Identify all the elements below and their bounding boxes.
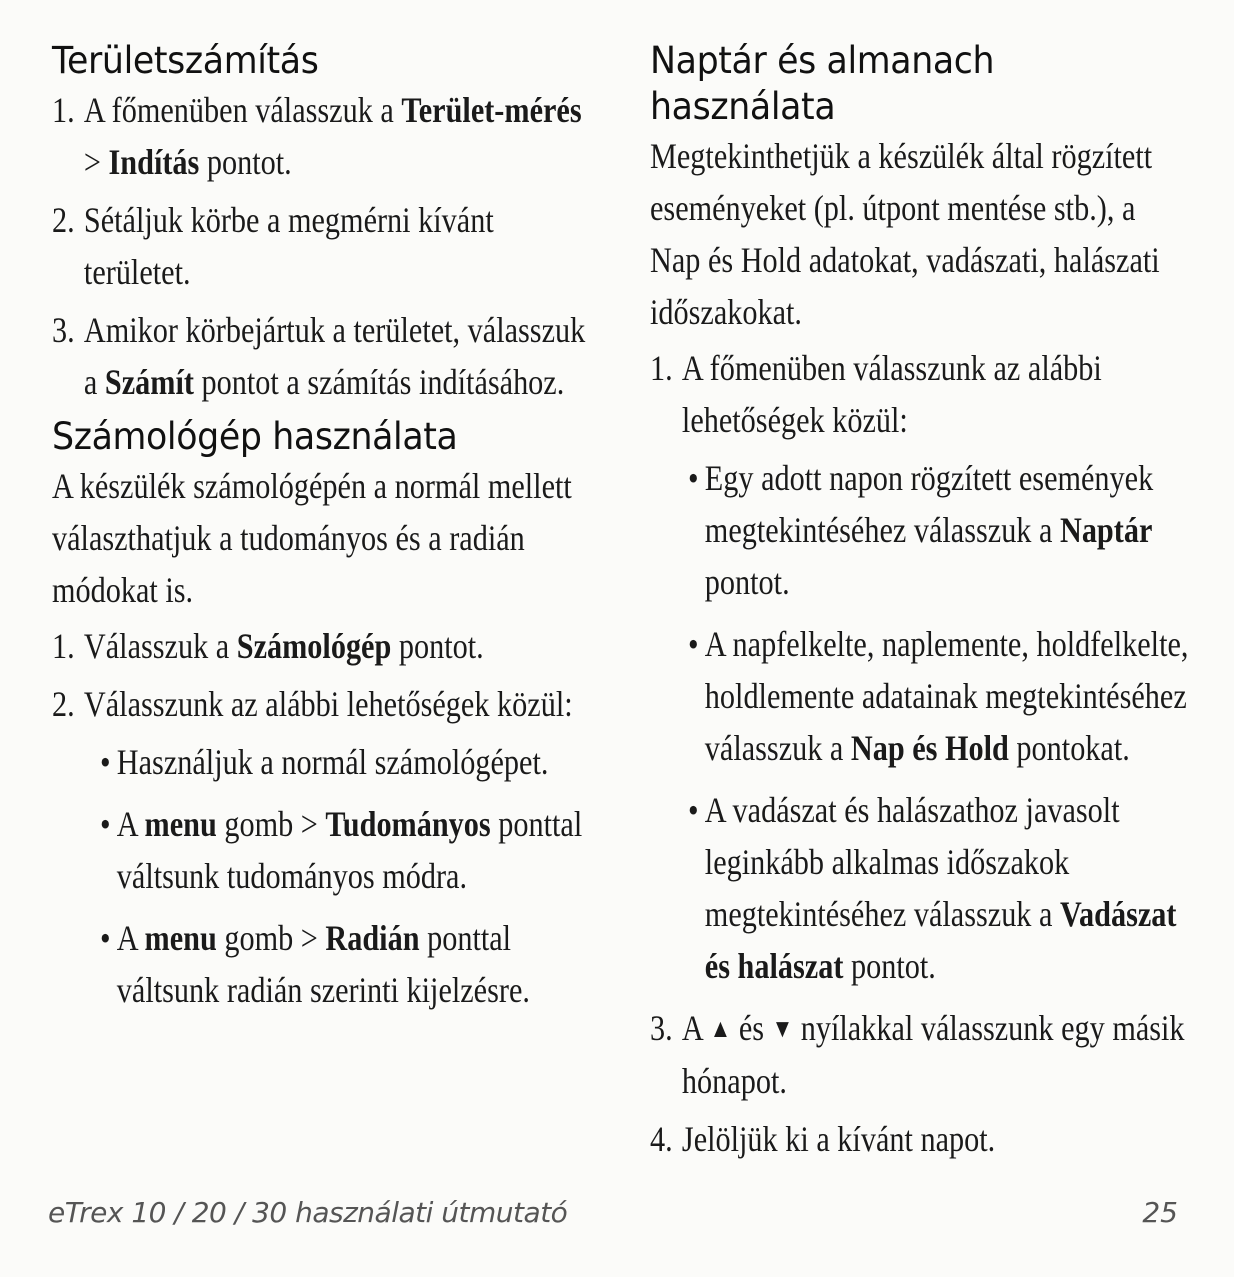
calendar-steps-b [650,1002,1190,1165]
page-footer [48,1196,1178,1236]
calendar-step-1 [650,342,1190,446]
bullet-dot-icon: • [100,918,111,958]
left-column [52,38,597,1026]
option-text: Egy adott napon rögzített események megtekintéséhez válasszuk a Naptár pontot. [704,458,1154,602]
calendar-step-4 [650,1113,1190,1165]
step-number: 4. [650,1119,673,1159]
page-number: 25 [1142,1196,1178,1229]
bullet-dot-icon: • [688,458,699,498]
calendar-almanac-heading: Naptár és almanach használata [650,39,995,128]
bullet-dot-icon: • [688,624,699,664]
step-text: Válasszunk az alábbi lehetőségek közül: [83,684,573,724]
option-text: Használjuk a normál számológépet. [116,742,549,782]
calendar-option-events [688,452,1190,608]
bullet-dot-icon: • [100,742,111,782]
manual-title: eTrex 10 / 20 / 30 használati útmutató [48,1196,568,1229]
calendar-step-3 [650,1002,1190,1107]
step-text: A ▲ és ▼ nyílakkal válasszunk egy másik hónapot. [681,1008,1185,1101]
calculator-intro: A készülék számológépén a normál mellett választhatjuk a tudományos és a radián módokat is. [52,466,572,610]
step-text: Sétáljuk körbe a megmérni kívánt területet. [83,200,494,292]
option-text: A vadászat és halászathoz javasolt leginkább alkalmas időszakok megtekintéséhez válasszuk a Vadászat és halászat pontot. [704,790,1177,986]
calc-option-scientific [100,798,597,902]
bullet-dot-icon: • [688,790,699,830]
step-number: 1. [52,626,75,666]
calendar-options [650,452,1190,992]
step-text: A főmenüben válasszunk az alábbi lehetőségek közül: [681,348,1102,440]
calc-step-2 [52,678,597,730]
calculator-heading: Számológép használata [52,415,458,458]
area-step-2 [52,194,597,298]
step-number: 3. [52,310,75,350]
step-number: 1. [52,90,75,130]
bullet-dot-icon: • [100,804,111,844]
step-number: 3. [650,1008,673,1048]
down-arrow-icon: ▼ [771,1014,794,1043]
option-text: A menu gomb > Radián ponttal váltsunk radián szerinti kijelzésre. [116,918,530,1010]
option-text: A menu gomb > Tudományos ponttal váltsunk tudományos módra. [116,804,583,896]
step-text: Jelöljük ki a kívánt napot. [681,1119,996,1159]
step-text: Amikor körbejártuk a területet, válasszuk a Számít pontot a számítás indításához. [83,310,586,402]
calculator-steps [52,620,597,730]
option-text: A napfelkelte, naplemente, holdfelkelte, holdlemente adatainak megtekintéséhez válasszuk a Nap és Hold pontokat. [704,624,1189,768]
area-calc-steps [52,84,597,408]
calc-step-1 [52,620,597,672]
step-text: Válasszuk a Számológép pontot. [83,626,484,666]
calendar-steps-a [650,342,1190,446]
step-text: A főmenüben válasszuk a Terület-mérés > Indítás pontot. [83,90,582,182]
area-calc-heading: Területszámítás [52,39,319,82]
calc-option-radian [100,912,597,1016]
up-arrow-icon: ▲ [709,1014,732,1043]
calendar-intro: Megtekinthetjük a készülék által rögzített eseményeket (pl. útpont mentése stb.), a Nap és Hold adatokat, vadászati, halászati időszakokat. [650,136,1160,332]
step-number: 1. [650,348,673,388]
calculator-options [52,736,597,1016]
right-column [650,38,1190,1171]
calendar-option-sun-moon [688,618,1190,774]
area-step-3 [52,304,597,408]
area-step-1 [52,84,597,188]
calendar-option-hunt-fish [688,784,1190,992]
step-number: 2. [52,684,75,724]
step-number: 2. [52,200,75,240]
calc-option-normal [100,736,597,788]
